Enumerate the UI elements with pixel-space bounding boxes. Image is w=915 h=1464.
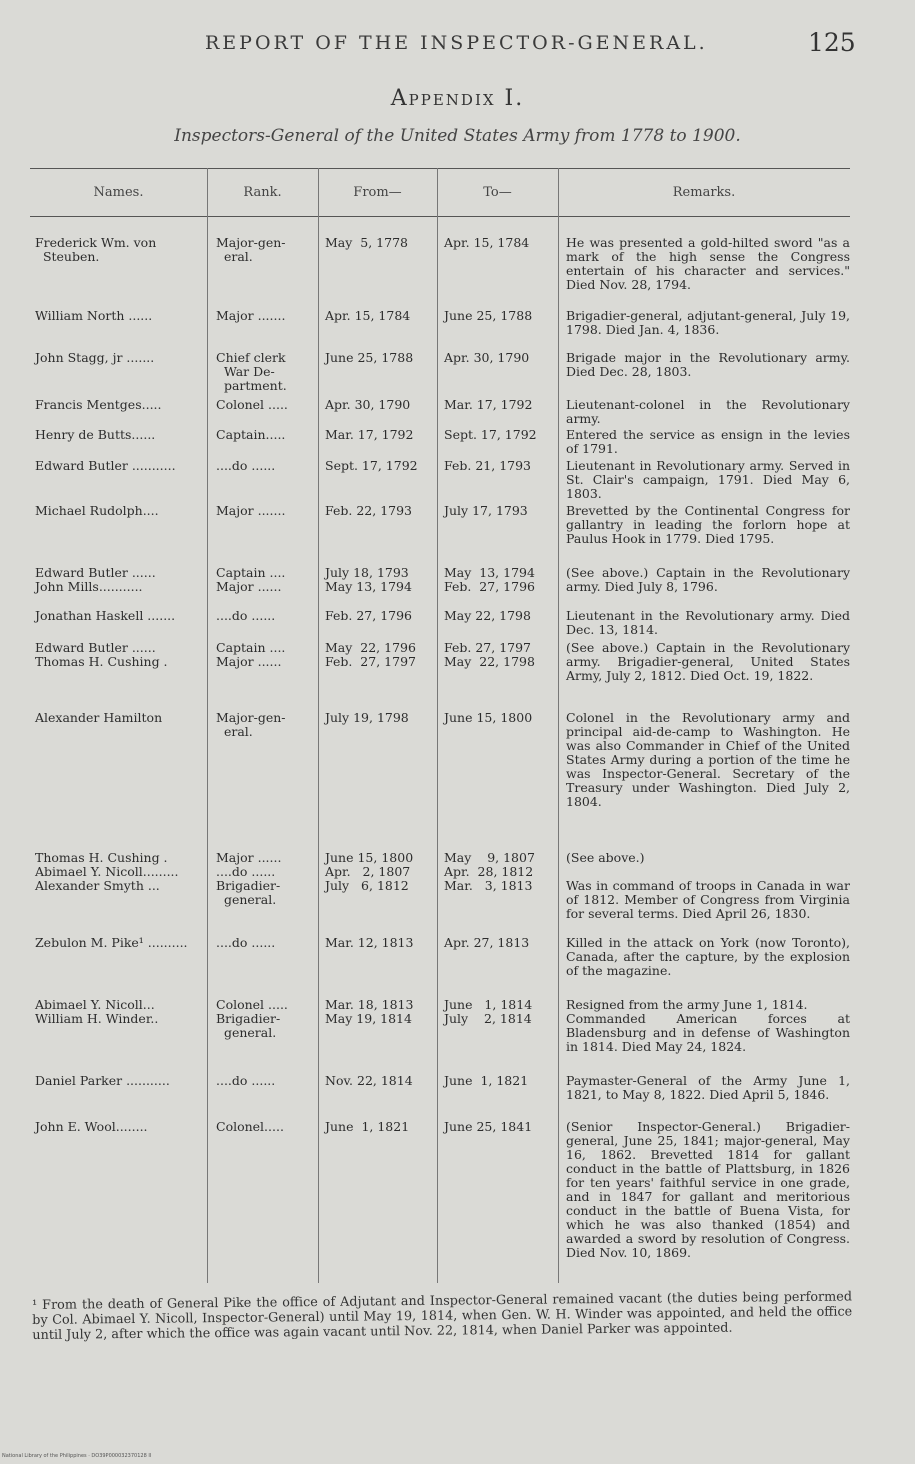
cell-from: Mar. 12, 1813 — [325, 935, 414, 950]
cell-remarks: (Senior Inspector-General.) Brigadier-general, June 25, 1841; major-general, May 16, 1862. Brevetted 1814 for gallant conduct in the battle of Plattsburg, in 1826 for ten years' faithful service in one grade, and in 1847 for gallant and meritorious conduct in the battle of Buena Vista, for which he was also thanked (1854) and awarded a sword by resolution of Congress. Died Nov. 10, 1869. — [566, 1119, 850, 1260]
cell-rank: Major-gen- eral. — [216, 235, 286, 264]
cell-from: Sept. 17, 1792 — [325, 458, 418, 473]
cell-remarks: Lieutenant in the Revolutionary army. Died Dec. 13, 1814. — [566, 608, 850, 637]
column-divider — [207, 168, 208, 1283]
cell-from: July 19, 1798 — [325, 710, 409, 725]
running-head — [0, 28, 915, 58]
cell-to: June 1, 1814 July 2, 1814 — [444, 997, 533, 1026]
cell-to: May 22, 1798 — [444, 608, 531, 623]
cell-from: Mar. 18, 1813 May 19, 1814 — [325, 997, 414, 1026]
cell-remarks: Lieutenant in Revolutionary army. Served in St. Clair's campaign, 1791. Died May 6, 1803. — [566, 458, 850, 501]
cell-from: July 18, 1793 May 13, 1794 — [325, 565, 412, 594]
cell-to: June 25, 1788 — [444, 308, 533, 323]
cell-from: May 22, 1796 Feb. 27, 1797 — [325, 640, 416, 669]
cell-name: Edward Butler ........... — [35, 458, 176, 473]
cell-from: Nov. 22, 1814 — [325, 1073, 413, 1088]
cell-remarks: (See above.) Captain in the Revolutionary army. Brigadier-general, United States Army, July 2, 1812. Died Oct. 19, 1822. — [566, 640, 850, 683]
cell-name: Zebulon M. Pike¹ .......... — [35, 935, 188, 950]
cell-rank: ....do ...... — [216, 935, 276, 950]
cell-to: June 25, 1841 — [444, 1119, 533, 1134]
cell-to: Apr. 15, 1784 — [444, 235, 530, 250]
cell-to: June 15, 1800 — [444, 710, 533, 725]
cell-rank: Captain..... — [216, 427, 286, 442]
cell-name: Frederick Wm. von Steuben. — [35, 235, 157, 264]
cell-rank: Colonel ..... Brigadier- general. — [216, 997, 288, 1040]
column-divider — [437, 168, 438, 1283]
cell-from: Feb. 27, 1796 — [325, 608, 412, 623]
column-header-rank: Rank. — [243, 184, 282, 200]
cell-remarks: Colonel in the Revolutionary army and principal aid-de-camp to Washington. He was also Commander in Chief of the United States Army during a portion of the time he was Inspector-General. Secretary of the Treasury under Washington. Died July 2, 1804. — [566, 710, 850, 809]
cell-name: Francis Mentges..... — [35, 397, 162, 412]
cell-rank: Major ....... — [216, 503, 286, 518]
column-header-remarks: Remarks. — [672, 184, 736, 200]
cell-to: Mar. 17, 1792 — [444, 397, 533, 412]
cell-rank: Colonel..... — [216, 1119, 284, 1134]
cell-name: Henry de Butts...... — [35, 427, 156, 442]
cell-remarks: He was presented a gold-hilted sword "as a mark of the high sense the Congress entertain of his character and services." Died Nov. 28, 1794. — [566, 235, 850, 292]
cell-rank: Major-gen- eral. — [216, 710, 286, 739]
cell-rank: ....do ...... — [216, 608, 276, 623]
cell-from: Apr. 30, 1790 — [325, 397, 411, 412]
cell-from: Feb. 22, 1793 — [325, 503, 412, 518]
cell-remarks: Resigned from the army June 1, 1814. Commanded American forces at Bladensburg and in defense of Washington in 1814. Died May 24, 1824. — [566, 997, 850, 1054]
cell-rank: Major ...... ....do ...... Brigadier- general. — [216, 850, 282, 907]
cell-rank: ....do ...... — [216, 1073, 276, 1088]
cell-name: William North ...... — [35, 308, 153, 323]
cell-remarks: Paymaster-General of the Army June 1, 1821, to May 8, 1822. Died April 5, 1846. — [566, 1073, 850, 1102]
cell-from: Apr. 15, 1784 — [325, 308, 411, 323]
table-subtitle: Inspectors-General of the United States Army from 1778 to 1900. — [174, 126, 741, 146]
cell-rank: Chief clerk War De- partment. — [216, 350, 287, 393]
cell-rank: Major ....... — [216, 308, 286, 323]
cell-remarks: Brevetted by the Continental Congress for gallantry in leading the forlorn hope at Paulus Hook in 1779. Died 1795. — [566, 503, 850, 546]
cell-name: Thomas H. Cushing . Abimael Y. Nicoll......... Alexander Smyth ... — [35, 850, 179, 893]
cell-name: John Stagg, jr ....... — [35, 350, 155, 365]
page-number: 125 — [808, 28, 856, 57]
cell-remarks: Brigadier-general, adjutant-general, July 19, 1798. Died Jan. 4, 1836. — [566, 308, 850, 337]
cell-remarks: (See above.) Captain in the Revolutionary army. Died July 8, 1796. — [566, 565, 850, 594]
cell-to: July 17, 1793 — [444, 503, 528, 518]
cell-remarks: (See above.) Was in command of troops in Canada in war of 1812. Member of Congress from Virginia for several terms. Died April 26, 1830. — [566, 850, 850, 921]
table-header-rule — [30, 216, 850, 217]
footnote: ¹ From the death of General Pike the office of Adjutant and Inspector-General remained vacant (the duties being performed by Col. Abimael Y. Nicoll, Inspector-General) until May 19, 1814, when Gen. W. H. Winder was appointed, and held the office until July 2, after which the office was again vacant until Nov. 22, 1814, when Daniel Parker was appointed. — [32, 1289, 853, 1343]
cell-name: Alexander Hamilton — [35, 710, 163, 725]
cell-name: John E. Wool........ — [35, 1119, 148, 1134]
cell-remarks: Lieutenant-colonel in the Revolutionary army. — [566, 397, 850, 426]
cell-to: Feb. 27, 1797 May 22, 1798 — [444, 640, 535, 669]
cell-rank: ....do ...... — [216, 458, 276, 473]
column-header-to: To— — [483, 184, 512, 200]
cell-name: Michael Rudolph.... — [35, 503, 159, 518]
cell-from: May 5, 1778 — [325, 235, 408, 250]
column-header-names: Names. — [93, 184, 144, 200]
cell-to: Apr. 27, 1813 — [444, 935, 530, 950]
cell-from: Mar. 17, 1792 — [325, 427, 414, 442]
cell-name: Edward Butler ...... John Mills........... — [35, 565, 156, 594]
column-divider — [318, 168, 319, 1283]
cell-to: May 9, 1807 Apr. 28, 1812 Mar. 3, 1813 — [444, 850, 535, 893]
cell-rank: Colonel ..... — [216, 397, 288, 412]
cell-remarks: Killed in the attack on York (now Toronto), Canada, after the capture, by the explosion of the magazine. — [566, 935, 850, 978]
cell-from: June 1, 1821 — [325, 1119, 410, 1134]
cell-name: Edward Butler ...... Thomas H. Cushing . — [35, 640, 168, 669]
column-divider — [558, 168, 559, 1283]
cell-from: June 25, 1788 — [325, 350, 414, 365]
cell-remarks: Entered the service as ensign in the levies of 1791. — [566, 427, 850, 456]
cell-to: Sept. 17, 1792 — [444, 427, 537, 442]
appendix-title: Appendix I. — [390, 86, 525, 111]
cell-remarks: Brigade major in the Revolutionary army. Died Dec. 28, 1803. — [566, 350, 850, 379]
column-header-from: From— — [353, 184, 402, 200]
cell-name: Daniel Parker ........... — [35, 1073, 170, 1088]
cell-name: Jonathan Haskell ....... — [35, 608, 176, 623]
cell-rank: Captain .... Major ...... — [216, 565, 286, 594]
cell-from: June 15, 1800 Apr. 2, 1807 July 6, 1812 — [325, 850, 414, 893]
running-title: REPORT OF THE INSPECTOR-GENERAL. — [205, 32, 708, 54]
cell-to: June 1, 1821 — [444, 1073, 529, 1088]
cell-to: May 13, 1794 Feb. 27, 1796 — [444, 565, 535, 594]
cell-to: Apr. 30, 1790 — [444, 350, 530, 365]
scan-colophon: National Library of the Philippines · DO39P000032370128 II — [2, 1453, 152, 1459]
cell-to: Feb. 21, 1793 — [444, 458, 531, 473]
cell-rank: Captain .... Major ...... — [216, 640, 286, 669]
cell-name: Abimael Y. Nicoll... William H. Winder.. — [35, 997, 159, 1026]
